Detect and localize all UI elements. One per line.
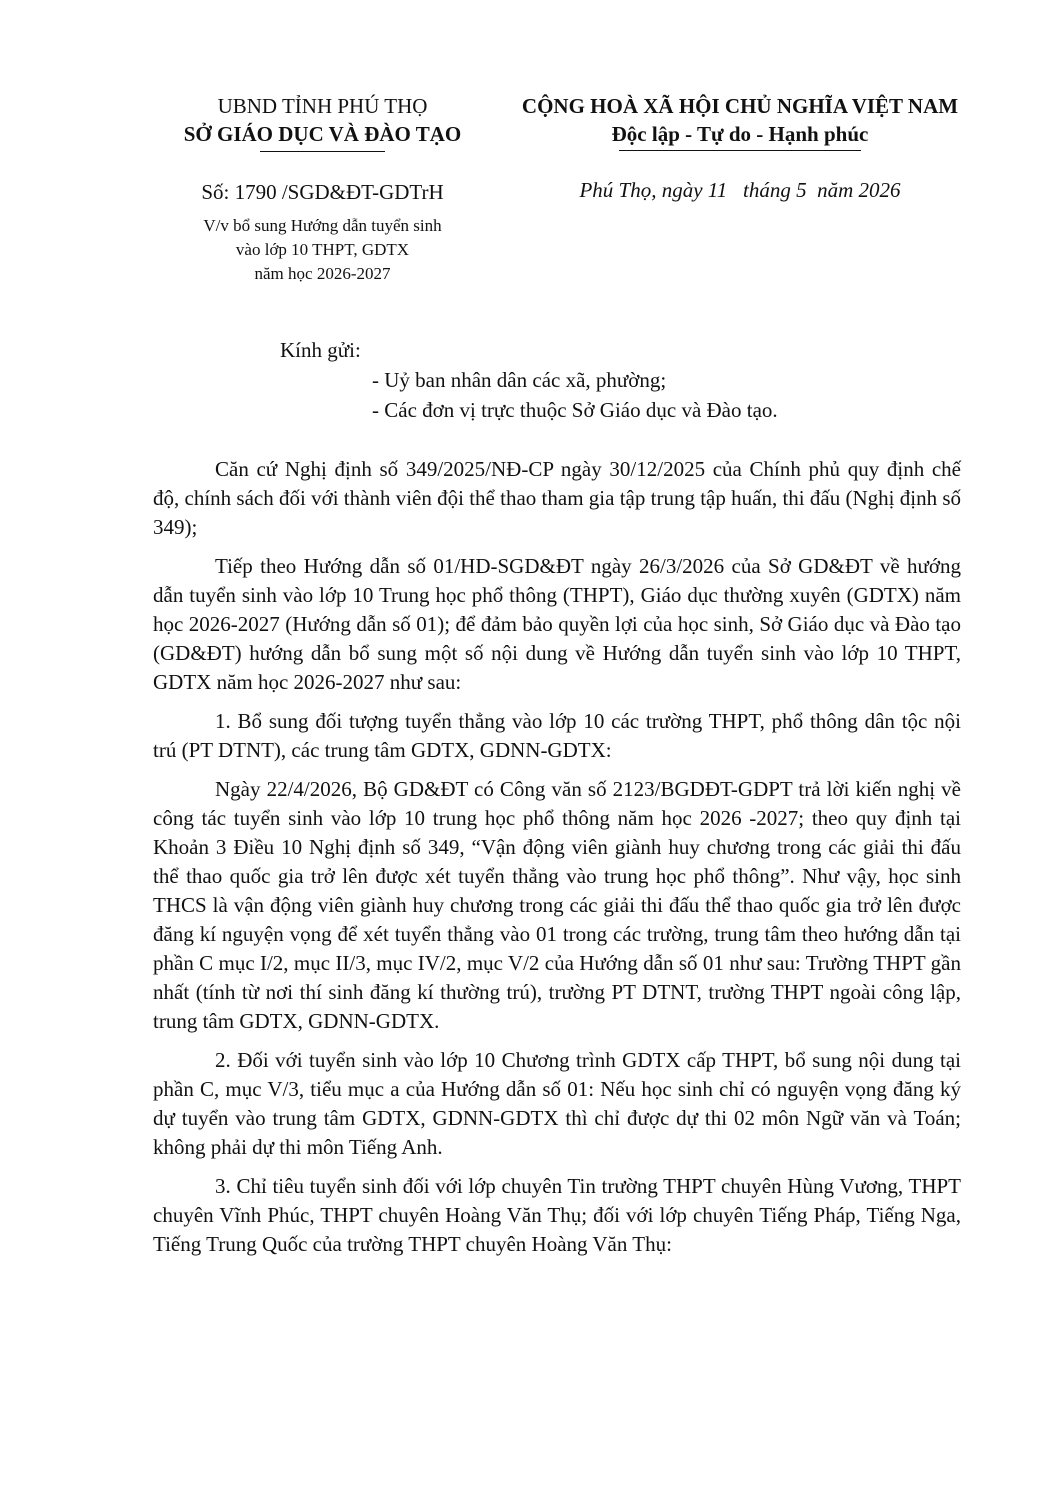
- body-paragraph: 1. Bổ sung đối tượng tuyển thẳng vào lớp 10 các trường THPT, phổ thông dân tộc nội trú (PT DTNT), các trung tâm GDTX, GDNN-GDTX:: [153, 709, 961, 762]
- department-underline: [260, 151, 385, 152]
- body-paragraph: 2. Đối với tuyển sinh vào lớp 10 Chương trình GDTX cấp THPT, bổ sung nội dung tại phần C, mục V/3, tiểu mục a của Hướng dẫn số 01: Nếu học sinh chỉ có nguyện vọng đăng ký dự tuyển vào trung tâm GDTX, GDNN-GDTX thì chỉ được dự thi 02 môn Ngữ văn và Toán; không phải dự thi môn Tiếng Anh.: [153, 1048, 961, 1159]
- document-subject: [150, 214, 495, 286]
- subject-line: V/v bổ sung Hướng dẫn tuyển sinh: [203, 216, 442, 235]
- subject-line: vào lớp 10 THPT, GDTX: [235, 240, 410, 259]
- recipient-item: - Các đơn vị trực thuộc Sở Giáo dục và Đào tạo.: [372, 398, 778, 422]
- recipients-block: [280, 335, 980, 425]
- national-motto: Độc lập - Tự do - Hạnh phúc: [611, 122, 869, 146]
- issuing-agency: UBND TỈNH PHÚ THỌ: [217, 94, 428, 118]
- body-paragraph: 3. Chỉ tiêu tuyển sinh đối với lớp chuyên Tin trường THPT chuyên Hùng Vương, THPT chuyên Vĩnh Phúc, THPT chuyên Hoàng Văn Thụ; đối với lớp chuyên Tiếng Pháp, Tiếng Nga, Tiếng Trung Quốc của trường THPT chuyên Hoàng Văn Thụ:: [153, 1174, 961, 1256]
- recipients-label: Kính gửi:: [280, 338, 361, 362]
- issuer-block: [150, 92, 495, 286]
- document-number: Số: 1790 /SGD&ĐT-GDTrH: [201, 180, 444, 204]
- body-paragraph: Ngày 22/4/2026, Bộ GD&ĐT có Công văn số 2123/BGDĐT-GDPT trả lời kiến nghị về công tác tuyển sinh vào lớp 10 trung học phổ thông năm học 2026 -2027; theo quy định tại Khoản 3 Điều 10 Nghị định số 349, “Vận động viên giành huy chương trong các giải thi đấu thể thao quốc gia trở lên được xét tuyển thẳng vào trung học phổ thông”. Như vậy, học sinh THCS là vận động viên giành huy chương trong các giải thi đấu thể thao quốc gia trở lên được đăng kí nguyện vọng để xét tuyển thẳng vào 01 trong các trường, trung tâm theo hướng dẫn tại phần C mục I/2, mục II/3, mục IV/2, mục V/2 của Hướng dẫn số 01 như sau: Trường THPT gần nhất (tính từ nơi thí sinh đăng kí thường trú), trường PT DTNT, trường THPT ngoài công lập, trung tâm GDTX, GDNN-GDTX.: [153, 777, 961, 1033]
- national-title: CỘNG HOÀ XÃ HỘI CHỦ NGHĨA VIỆT NAM: [521, 94, 959, 118]
- national-header: [495, 92, 985, 204]
- motto-underline: [619, 150, 861, 151]
- body-paragraph: Căn cứ Nghị định số 349/2025/NĐ-CP ngày 30/12/2025 của Chính phủ quy định chế độ, chính sách đối với thành viên đội thể thao tham gia tập trung tập huấn, thi đấu (Nghị định số 349);: [153, 457, 961, 539]
- body-paragraph: Tiếp theo Hướng dẫn số 01/HD-SGD&ĐT ngày 26/3/2026 của Sở GD&ĐT về hướng dẫn tuyển sinh vào lớp 10 Trung học phổ thông (THPT), Giáo dục thường xuyên (GDTX) năm học 2026-2027 (Hướng dẫn số 01); để đảm bảo quyền lợi của học sinh, Sở Giáo dục và Đào tạo (GD&ĐT) hướng dẫn bổ sung một số nội dung về Hướng dẫn tuyển sinh vào lớp 10 THPT, GDTX năm học 2026-2027 như sau:: [153, 554, 961, 694]
- document-body: [153, 455, 961, 1269]
- dateline: Phú Thọ, ngày 11 tháng 5 năm 2026: [579, 178, 901, 202]
- recipient-item: - Uỷ ban nhân dân các xã, phường;: [372, 368, 667, 392]
- issuing-department: SỞ GIÁO DỤC VÀ ĐÀO TẠO: [183, 122, 462, 146]
- subject-line: năm học 2026-2027: [254, 264, 391, 283]
